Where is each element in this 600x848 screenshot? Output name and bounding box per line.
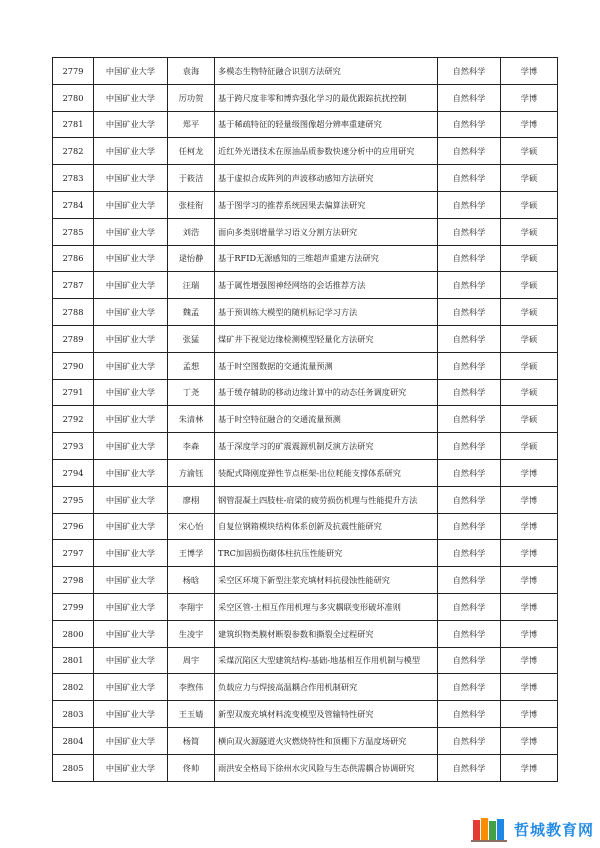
author-name-cell: 袁海 (168, 58, 215, 85)
table-row (53, 245, 558, 272)
table-row (53, 754, 558, 781)
university-name-cell: 中国矿业大学 (94, 727, 168, 754)
subject-category-cell: 自然科学 (438, 111, 501, 138)
table-row (53, 84, 558, 111)
table-row (53, 352, 558, 379)
table-row (53, 459, 558, 486)
university-name-cell: 中国矿业大学 (94, 325, 168, 352)
university-name-cell: 中国矿业大学 (94, 245, 168, 272)
record-number-cell: 2798 (53, 567, 94, 594)
subject-category-cell: 自然科学 (438, 567, 501, 594)
record-number-cell: 2786 (53, 245, 94, 272)
university-name-cell: 中国矿业大学 (94, 433, 168, 460)
author-name-cell: 张桂衔 (168, 191, 215, 218)
thesis-title-cell: 煤矿井下视觉边缘检测模型轻量化方法研究 (215, 325, 438, 352)
table-row (53, 325, 558, 352)
university-name-cell: 中国矿业大学 (94, 191, 168, 218)
table-row (53, 379, 558, 406)
author-name-cell: 生凌宇 (168, 620, 215, 647)
watermark (470, 814, 594, 844)
record-number-cell: 2783 (53, 165, 94, 192)
subject-category-cell: 自然科学 (438, 754, 501, 781)
author-name-cell: 杨晗 (168, 567, 215, 594)
thesis-title-cell: 装配式降刚度弹性节点框架-出位耗能支撑体系研究 (215, 459, 438, 486)
university-name-cell: 中国矿业大学 (94, 567, 168, 594)
subject-category-cell: 自然科学 (438, 727, 501, 754)
author-name-cell: 廖栩 (168, 486, 215, 513)
table-row (53, 674, 558, 701)
university-name-cell: 中国矿业大学 (94, 165, 168, 192)
author-name-cell: 丁尧 (168, 379, 215, 406)
subject-category-cell: 自然科学 (438, 379, 501, 406)
degree-type-cell: 学硕 (501, 218, 558, 245)
degree-type-cell: 学博 (501, 58, 558, 85)
author-name-cell: 王玉婧 (168, 701, 215, 728)
degree-type-cell: 学博 (501, 486, 558, 513)
thesis-title-cell: 近红外光谱技术在原油品质参数快速分析中的应用研究 (215, 138, 438, 165)
degree-type-cell: 学博 (501, 540, 558, 567)
degree-type-cell: 学硕 (501, 245, 558, 272)
record-number-cell: 2792 (53, 406, 94, 433)
author-name-cell: 于筱洁 (168, 165, 215, 192)
subject-category-cell: 自然科学 (438, 138, 501, 165)
table-row (53, 406, 558, 433)
author-name-cell: 周宇 (168, 647, 215, 674)
record-number-cell: 2788 (53, 299, 94, 326)
degree-type-cell: 学硕 (501, 433, 558, 460)
author-name-cell: 张猛 (168, 325, 215, 352)
thesis-title-cell: TRC加固损伤砌体柱抗压性能研究 (215, 540, 438, 567)
author-name-cell: 杨简 (168, 727, 215, 754)
thesis-title-cell: 基于图学习的推荐系统因果去偏算法研究 (215, 191, 438, 218)
author-name-cell: 宋心怡 (168, 513, 215, 540)
thesis-title-cell: 基于RFID无源感知的三维超声重建方法研究 (215, 245, 438, 272)
degree-type-cell: 学博 (501, 647, 558, 674)
university-name-cell: 中国矿业大学 (94, 111, 168, 138)
record-number-cell: 2800 (53, 620, 94, 647)
university-name-cell: 中国矿业大学 (94, 674, 168, 701)
record-number-cell: 2780 (53, 84, 94, 111)
university-name-cell: 中国矿业大学 (94, 299, 168, 326)
university-name-cell: 中国矿业大学 (94, 647, 168, 674)
subject-category-cell: 自然科学 (438, 647, 501, 674)
record-number-cell: 2796 (53, 513, 94, 540)
subject-category-cell: 自然科学 (438, 191, 501, 218)
subject-category-cell: 自然科学 (438, 218, 501, 245)
table-row (53, 701, 558, 728)
subject-category-cell: 自然科学 (438, 325, 501, 352)
degree-type-cell: 学硕 (501, 379, 558, 406)
thesis-list-table (52, 57, 558, 782)
record-number-cell: 2791 (53, 379, 94, 406)
author-name-cell: 孟想 (168, 352, 215, 379)
university-name-cell: 中国矿业大学 (94, 138, 168, 165)
thesis-title-cell: 基于稀疏特征的轻量级图像超分辨率重建研究 (215, 111, 438, 138)
table-row (53, 727, 558, 754)
university-name-cell: 中国矿业大学 (94, 352, 168, 379)
degree-type-cell: 学硕 (501, 406, 558, 433)
table-row (53, 111, 558, 138)
record-number-cell: 2795 (53, 486, 94, 513)
table-row (53, 299, 558, 326)
author-name-cell: 任柯龙 (168, 138, 215, 165)
degree-type-cell: 学硕 (501, 191, 558, 218)
author-name-cell: 厉功贺 (168, 84, 215, 111)
record-number-cell: 2794 (53, 459, 94, 486)
record-number-cell: 2802 (53, 674, 94, 701)
subject-category-cell: 自然科学 (438, 620, 501, 647)
subject-category-cell: 自然科学 (438, 540, 501, 567)
subject-category-cell: 自然科学 (438, 299, 501, 326)
thesis-title-cell: 基于预训练大模型的随机标记学习方法 (215, 299, 438, 326)
university-name-cell: 中国矿业大学 (94, 218, 168, 245)
record-number-cell: 2801 (53, 647, 94, 674)
author-name-cell: 汪瑞 (168, 272, 215, 299)
subject-category-cell: 自然科学 (438, 486, 501, 513)
degree-type-cell: 学博 (501, 754, 558, 781)
table-row (53, 620, 558, 647)
table-row (53, 138, 558, 165)
table-row (53, 218, 558, 245)
record-number-cell: 2779 (53, 58, 94, 85)
degree-type-cell: 学博 (501, 593, 558, 620)
degree-type-cell: 学硕 (501, 299, 558, 326)
university-name-cell: 中国矿业大学 (94, 754, 168, 781)
thesis-title-cell: 基于虚拟合成阵列的声波移动感知方法研究 (215, 165, 438, 192)
university-name-cell: 中国矿业大学 (94, 540, 168, 567)
thesis-title-cell: 面向多类别增量学习语义分割方法研究 (215, 218, 438, 245)
author-name-cell: 李翔宇 (168, 593, 215, 620)
record-number-cell: 2797 (53, 540, 94, 567)
table-row (53, 647, 558, 674)
author-name-cell: 方渝钰 (168, 459, 215, 486)
thesis-title-cell: 基于跨尺度非零和博弈强化学习的最优跟踪抗扰控制 (215, 84, 438, 111)
author-name-cell: 逯怡静 (168, 245, 215, 272)
university-name-cell: 中国矿业大学 (94, 459, 168, 486)
subject-category-cell: 自然科学 (438, 433, 501, 460)
university-name-cell: 中国矿业大学 (94, 486, 168, 513)
table-row (53, 433, 558, 460)
subject-category-cell: 自然科学 (438, 272, 501, 299)
thesis-title-cell: 基于时空图数据的交通流量预测 (215, 352, 438, 379)
thesis-title-cell: 新型双废充填材料流变模型及管输特性研究 (215, 701, 438, 728)
table-row (53, 58, 558, 85)
thesis-title-cell: 多模态生物特征融合识别方法研究 (215, 58, 438, 85)
record-number-cell: 2789 (53, 325, 94, 352)
book-blue (497, 819, 504, 840)
author-name-cell: 李煦伟 (168, 674, 215, 701)
author-name-cell: 李森 (168, 433, 215, 460)
table-row (53, 567, 558, 594)
subject-category-cell: 自然科学 (438, 701, 501, 728)
degree-type-cell: 学博 (501, 701, 558, 728)
degree-type-cell: 学博 (501, 513, 558, 540)
degree-type-cell: 学硕 (501, 138, 558, 165)
degree-type-cell: 学博 (501, 567, 558, 594)
degree-type-cell: 学博 (501, 727, 558, 754)
table-row (53, 513, 558, 540)
subject-category-cell: 自然科学 (438, 406, 501, 433)
thesis-title-cell: 雨洪安全格局下徐州水灾风险与生态供需耦合协调研究 (215, 754, 438, 781)
record-number-cell: 2803 (53, 701, 94, 728)
thesis-title-cell: 采空区管-土相互作用机理与多灾耦联变形破坏准则 (215, 593, 438, 620)
thesis-title-cell: 基于属性增强图神经网络的会话推荐方法 (215, 272, 438, 299)
degree-type-cell: 学博 (501, 674, 558, 701)
degree-type-cell: 学硕 (501, 272, 558, 299)
table-row (53, 191, 558, 218)
thesis-title-cell: 基于时空特征融合的交通流量预测 (215, 406, 438, 433)
university-name-cell: 中国矿业大学 (94, 620, 168, 647)
record-number-cell: 2782 (53, 138, 94, 165)
university-name-cell: 中国矿业大学 (94, 701, 168, 728)
university-name-cell: 中国矿业大学 (94, 513, 168, 540)
book-orange (481, 818, 488, 840)
degree-type-cell: 学硕 (501, 325, 558, 352)
table-row (53, 540, 558, 567)
subject-category-cell: 自然科学 (438, 513, 501, 540)
author-name-cell: 朱清林 (168, 406, 215, 433)
degree-type-cell: 学博 (501, 84, 558, 111)
author-name-cell: 王博学 (168, 540, 215, 567)
book-stack-icon (470, 814, 510, 844)
record-number-cell: 2805 (53, 754, 94, 781)
thesis-title-cell: 基于深度学习的矿震震源机制反演方法研究 (215, 433, 438, 460)
thesis-title-cell: 建筑织物类膜材断裂参数和撕裂全过程研究 (215, 620, 438, 647)
record-number-cell: 2799 (53, 593, 94, 620)
degree-type-cell: 学博 (501, 111, 558, 138)
author-name-cell: 刘浩 (168, 218, 215, 245)
university-name-cell: 中国矿业大学 (94, 379, 168, 406)
book-green (489, 821, 496, 840)
thesis-title-cell: 采煤沉陷区大型建筑结构-基础-地基相互作用机制与模型 (215, 647, 438, 674)
subject-category-cell: 自然科学 (438, 245, 501, 272)
university-name-cell: 中国矿业大学 (94, 406, 168, 433)
record-number-cell: 2781 (53, 111, 94, 138)
university-name-cell: 中国矿业大学 (94, 58, 168, 85)
subject-category-cell: 自然科学 (438, 459, 501, 486)
record-number-cell: 2804 (53, 727, 94, 754)
thesis-title-cell: 自复位钢箱模块结构体系创新及抗震性能研究 (215, 513, 438, 540)
table-row (53, 272, 558, 299)
subject-category-cell: 自然科学 (438, 593, 501, 620)
book-base (471, 840, 507, 842)
table-row (53, 165, 558, 192)
subject-category-cell: 自然科学 (438, 58, 501, 85)
thesis-title-cell: 基于缓存辅助的移动边缘计算中的动态任务调度研究 (215, 379, 438, 406)
degree-type-cell: 学硕 (501, 352, 558, 379)
book-red (473, 820, 480, 840)
record-number-cell: 2784 (53, 191, 94, 218)
record-number-cell: 2793 (53, 433, 94, 460)
thesis-title-cell: 采空区环境下新型注浆充填材料抗侵蚀性能研究 (215, 567, 438, 594)
degree-type-cell: 学博 (501, 620, 558, 647)
record-number-cell: 2787 (53, 272, 94, 299)
thesis-title-cell: 负载应力与焊接高温耦合作用机制研究 (215, 674, 438, 701)
university-name-cell: 中国矿业大学 (94, 593, 168, 620)
table-body (53, 58, 558, 782)
university-name-cell: 中国矿业大学 (94, 84, 168, 111)
university-name-cell: 中国矿业大学 (94, 272, 168, 299)
subject-category-cell: 自然科学 (438, 84, 501, 111)
author-name-cell: 郑平 (168, 111, 215, 138)
document-sheet (52, 57, 545, 782)
subject-category-cell: 自然科学 (438, 165, 501, 192)
watermark-text: 哲城教育网 (513, 820, 594, 839)
degree-type-cell: 学博 (501, 459, 558, 486)
record-number-cell: 2785 (53, 218, 94, 245)
author-name-cell: 魏孟 (168, 299, 215, 326)
subject-category-cell: 自然科学 (438, 674, 501, 701)
record-number-cell: 2790 (53, 352, 94, 379)
table-row (53, 486, 558, 513)
author-name-cell: 佟帅 (168, 754, 215, 781)
thesis-title-cell: 钢管混凝土四肢柱-肩梁的疲劳损伤机理与性能提升方法 (215, 486, 438, 513)
subject-category-cell: 自然科学 (438, 352, 501, 379)
table-row (53, 593, 558, 620)
thesis-title-cell: 横向双火源隧道火灾燃烧特性和顶棚下方温度场研究 (215, 727, 438, 754)
degree-type-cell: 学硕 (501, 165, 558, 192)
